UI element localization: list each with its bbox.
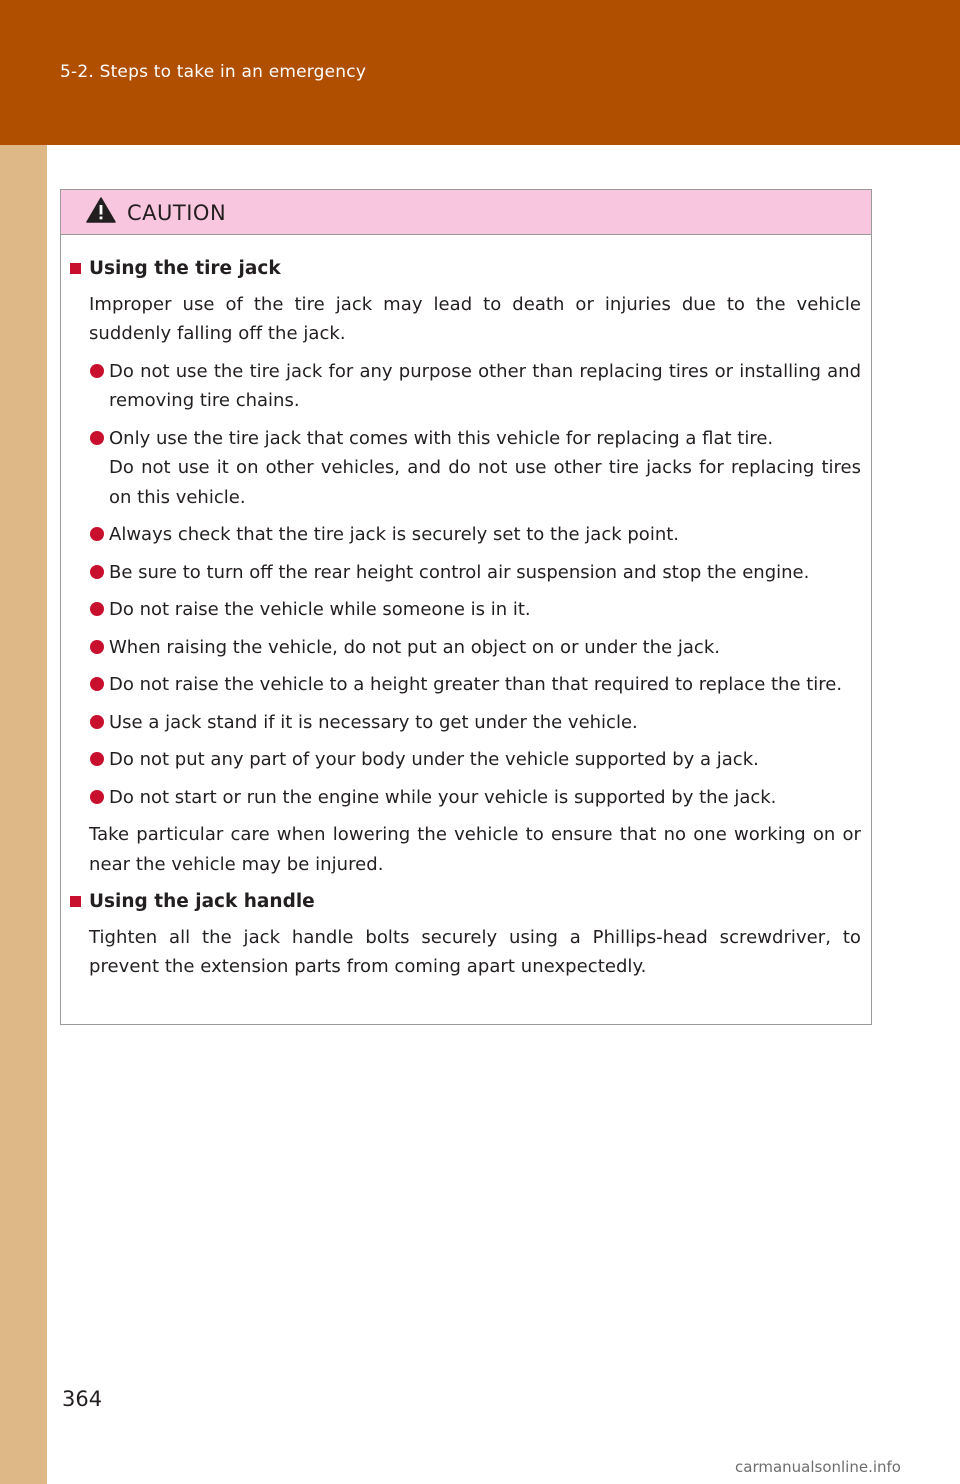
list-item-text: Use a jack stand if it is necessary to get under the vehicle.: [109, 711, 638, 733]
bullet-dot-icon: [90, 640, 104, 654]
list-item-text: Only use the tire jack that comes with this vehicle for replacing a flat tire.: [109, 427, 774, 449]
list-item: [70, 745, 861, 775]
caution-body: [61, 235, 871, 982]
section-heading-text: Using the jack handle: [89, 891, 315, 912]
bullet-dot-icon: [90, 527, 104, 541]
bullet-dot-icon: [90, 790, 104, 804]
list-item-text: When raising the vehicle, do not put an object on or under the jack.: [109, 636, 720, 658]
list-item-text: Do not use the tire jack for any purpose other than replacing tires or installing and removing tire chains.: [109, 360, 861, 411]
bullet-dot-icon: [90, 602, 104, 616]
list-item: [70, 424, 861, 513]
bullet-dot-icon: [90, 752, 104, 766]
list-item: [70, 558, 861, 588]
square-bullet-icon: [70, 263, 81, 274]
list-item: [70, 708, 861, 738]
section-title: 5-2. Steps to take in an emergency: [60, 62, 367, 82]
side-strip: [0, 145, 47, 1484]
watermark: carmanualsonline.info: [735, 1458, 901, 1476]
section-heading-text: Using the tire jack: [89, 258, 281, 279]
caution-header: [61, 190, 871, 235]
section-heading: [70, 254, 861, 284]
warning-triangle-icon: [86, 197, 116, 223]
bullet-dot-icon: [90, 565, 104, 579]
page-number: 364: [62, 1387, 103, 1411]
header-band: [0, 0, 960, 145]
list-item: [70, 520, 861, 550]
list-item: [70, 670, 861, 700]
caution-box: [60, 189, 872, 1025]
list-item-text: Do not raise the vehicle while someone is in it.: [109, 599, 531, 620]
list-item-text: Do not start or run the engine while your vehicle is supported by the jack.: [109, 786, 777, 808]
caution-title: CAUTION: [127, 201, 227, 225]
list-item-text: Always check that the tire jack is securely set to the jack point.: [109, 524, 680, 545]
list-item: [70, 595, 861, 625]
list-item-text: Do not raise the vehicle to a height greater than that required to replace the tire.: [109, 674, 843, 695]
section-intro: Tighten all the jack handle bolts securely using a Phillips-head screwdriver, to prevent the extension parts from coming apart unexpectedly.: [89, 926, 861, 977]
list-item-text: Do not put any part of your body under the vehicle supported by a jack.: [109, 749, 759, 770]
section-intro: Improper use of the tire jack may lead to death or injuries due to the vehicle suddenly falling off the jack.: [89, 293, 861, 344]
section-heading: [70, 887, 861, 917]
bullet-dot-icon: [90, 715, 104, 729]
section-closing: Take particular care when lowering the vehicle to ensure that no one working on or near the vehicle may be injured.: [89, 824, 861, 875]
square-bullet-icon: [70, 896, 81, 907]
list-item: [70, 783, 861, 813]
list-item: [70, 357, 861, 416]
bullet-dot-icon: [90, 677, 104, 691]
list-item-text: Be sure to turn off the rear height control air suspension and stop the engine.: [109, 561, 810, 583]
list-item: [70, 633, 861, 663]
bullet-dot-icon: [90, 364, 104, 378]
list-item-text-continued: Do not use it on other vehicles, and do not use other tire jacks for replacing tires on this vehicle.: [109, 457, 861, 508]
bullet-dot-icon: [90, 431, 104, 445]
